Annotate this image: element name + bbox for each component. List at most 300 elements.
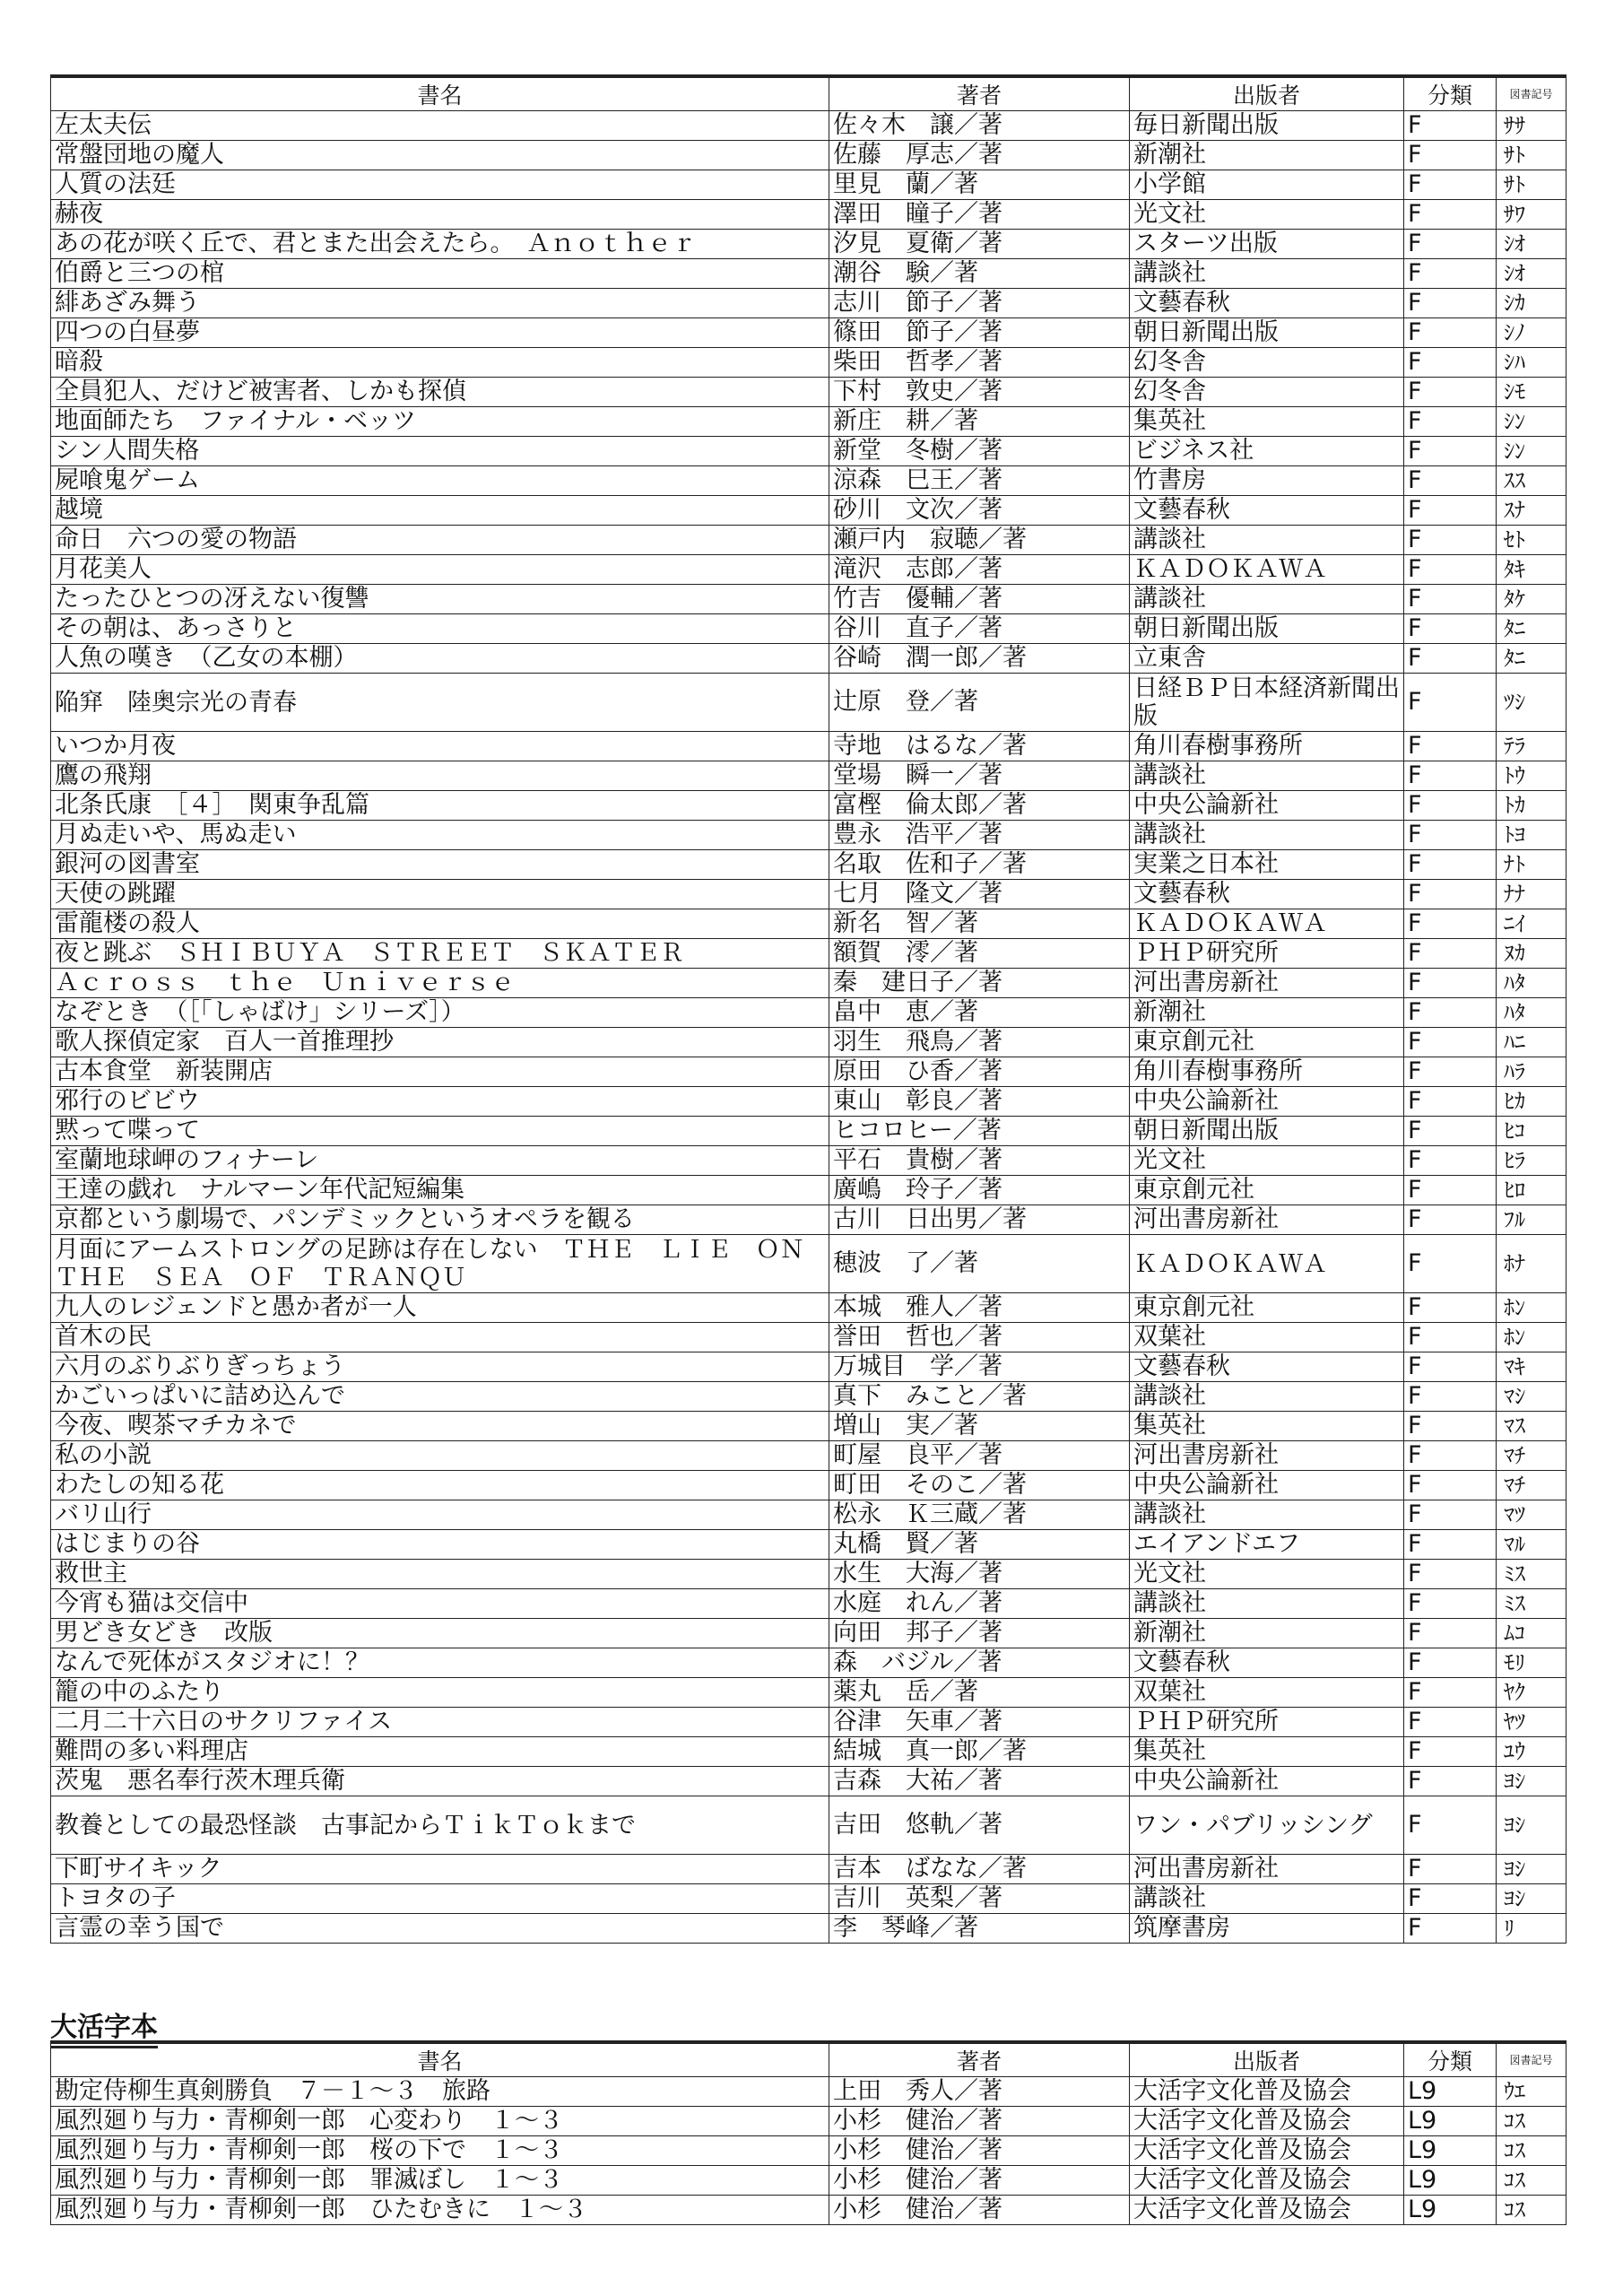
book-code: ﾄｳ <box>1497 761 1567 791</box>
book-class: F <box>1404 761 1497 791</box>
book-class: F <box>1404 1412 1497 1441</box>
book-code: ｼｵ <box>1497 259 1567 289</box>
book-author: 額賀 澪／著 <box>829 939 1130 969</box>
table-row <box>51 2196 1567 2225</box>
book-title: 四つの白昼夢 <box>51 318 829 348</box>
book-class: F <box>1404 407 1497 437</box>
book-code: ﾑｺ <box>1497 1619 1567 1648</box>
book-author: 原田 ひ香／著 <box>829 1057 1130 1087</box>
book-title: 京都という劇場で、パンデミックというオペラを観る <box>51 1205 829 1235</box>
book-publisher: 角川春樹事務所 <box>1130 1057 1404 1087</box>
book-code: ﾏﾂ <box>1497 1500 1567 1530</box>
book-code: ｻﾄ <box>1497 170 1567 200</box>
book-author: 万城目 学／著 <box>829 1352 1130 1382</box>
book-author: 誉田 哲也／著 <box>829 1323 1130 1352</box>
book-title: いつか月夜 <box>51 732 829 761</box>
book-code: ﾊﾀ <box>1497 998 1567 1028</box>
book-publisher: 文藝春秋 <box>1130 1352 1404 1382</box>
book-author: 秦 建日子／著 <box>829 969 1130 998</box>
table-row <box>51 585 1567 614</box>
table-row <box>51 1471 1567 1500</box>
book-title: 風烈廻り与力・青柳剣一郎 罪滅ぼし １～３ <box>51 2166 829 2196</box>
book-author: 汐見 夏衛／著 <box>829 230 1130 259</box>
book-title: 王達の戯れ ナルマーン年代記短編集 <box>51 1176 829 1205</box>
book-author: 新名 智／著 <box>829 909 1130 939</box>
book-code: ﾋｶ <box>1497 1087 1567 1117</box>
book-publisher: 河出書房新社 <box>1130 1855 1404 1884</box>
book-code: ﾋﾗ <box>1497 1146 1567 1176</box>
book-title: 今夜、喫茶マチカネで <box>51 1412 829 1441</box>
book-class: F <box>1404 526 1497 555</box>
book-publisher: ＫＡＤＯＫＡＷＡ <box>1130 555 1404 585</box>
book-code: ﾎﾅ <box>1497 1235 1567 1293</box>
header-class: 分類 <box>1404 76 1497 111</box>
book-author: 豊永 浩平／著 <box>829 821 1130 850</box>
table-row <box>51 407 1567 437</box>
book-code: ｼﾓ <box>1497 378 1567 407</box>
book-title: その朝は、あっさりと <box>51 614 829 644</box>
table-row <box>51 1412 1567 1441</box>
book-author: 増山 実／著 <box>829 1412 1130 1441</box>
book-publisher: 集英社 <box>1130 1737 1404 1767</box>
book-class: F <box>1404 880 1497 909</box>
header-author: 著者 <box>829 2042 1130 2077</box>
book-class: F <box>1404 1914 1497 1944</box>
book-publisher: 幻冬舎 <box>1130 378 1404 407</box>
book-code: ﾔﾂ <box>1497 1708 1567 1737</box>
book-author: 辻原 登／著 <box>829 674 1130 732</box>
book-author: 羽生 飛鳥／著 <box>829 1028 1130 1057</box>
book-class: F <box>1404 230 1497 259</box>
book-code: ﾇｶ <box>1497 939 1567 969</box>
book-title: 夜と跳ぶ ＳＨＩＢＵＹＡ ＳＴＲＥＥＴ ＳＫＡＴＥＲ <box>51 939 829 969</box>
book-author: 水庭 れん／著 <box>829 1589 1130 1619</box>
book-class: F <box>1404 289 1497 318</box>
book-publisher: ＰＨＰ研究所 <box>1130 1708 1404 1737</box>
book-publisher: 集英社 <box>1130 1412 1404 1441</box>
book-author: 谷川 直子／著 <box>829 614 1130 644</box>
table-row <box>51 1884 1567 1914</box>
book-class: F <box>1404 348 1497 378</box>
table-row <box>51 555 1567 585</box>
book-author: ヒコロヒー／著 <box>829 1117 1130 1146</box>
book-title: 言霊の幸う国で <box>51 1914 829 1944</box>
book-title: はじまりの谷 <box>51 1530 829 1560</box>
book-code: ﾘ <box>1497 1914 1567 1944</box>
book-class: F <box>1404 1057 1497 1087</box>
book-author: 砂川 文次／著 <box>829 496 1130 526</box>
table-row <box>51 1619 1567 1648</box>
book-publisher: 双葉社 <box>1130 1678 1404 1708</box>
book-publisher: スターツ出版 <box>1130 230 1404 259</box>
table-row <box>51 1382 1567 1412</box>
book-publisher: ＰＨＰ研究所 <box>1130 939 1404 969</box>
book-class: F <box>1404 259 1497 289</box>
book-author: 篠田 節子／著 <box>829 318 1130 348</box>
book-class: F <box>1404 1708 1497 1737</box>
book-author: 東山 彰良／著 <box>829 1087 1130 1117</box>
book-code: ｻﾄ <box>1497 141 1567 170</box>
book-publisher: 朝日新聞出版 <box>1130 614 1404 644</box>
book-code: ﾓﾘ <box>1497 1648 1567 1678</box>
book-title: 人魚の嘆き （乙女の本棚） <box>51 644 829 674</box>
book-publisher: 中央公論新社 <box>1130 1087 1404 1117</box>
book-title: 雷龍楼の殺人 <box>51 909 829 939</box>
book-class: F <box>1404 1500 1497 1530</box>
book-publisher: 立東舎 <box>1130 644 1404 674</box>
book-title: 暗殺 <box>51 348 829 378</box>
book-class: F <box>1404 1441 1497 1471</box>
table-row <box>51 1323 1567 1352</box>
book-code: ｼﾊ <box>1497 348 1567 378</box>
book-title: たったひとつの冴えない復讐 <box>51 585 829 614</box>
book-author: 佐々木 譲／著 <box>829 111 1130 141</box>
book-class: F <box>1404 466 1497 496</box>
book-code: ﾌﾙ <box>1497 1205 1567 1235</box>
book-title: 茨鬼 悪名奉行茨木理兵衛 <box>51 1767 829 1796</box>
table-row <box>51 318 1567 348</box>
book-class: F <box>1404 1471 1497 1500</box>
header-publisher: 出版者 <box>1130 2042 1404 2077</box>
book-code: ﾅﾄ <box>1497 850 1567 880</box>
book-author: 吉森 大祐／著 <box>829 1767 1130 1796</box>
table-row <box>51 200 1567 230</box>
book-title: 九人のレジェンドと愚か者が一人 <box>51 1293 829 1323</box>
book-code: ﾏｽ <box>1497 1412 1567 1441</box>
book-code: ﾀﾆ <box>1497 644 1567 674</box>
book-code: ｽｽ <box>1497 466 1567 496</box>
table-row <box>51 1205 1567 1235</box>
book-title: 月面にアームストロングの足跡は存在しない ＴＨＥ ＬＩＥ ＯＮ ＴＨＥ ＳＥＡ ＯＦ ＴＲＡＮＱＵ <box>51 1235 829 1293</box>
book-author: 潮谷 験／著 <box>829 259 1130 289</box>
table-row <box>51 1796 1567 1855</box>
book-publisher: ＫＡＤＯＫＡＷＡ <box>1130 1235 1404 1293</box>
book-publisher: 中央公論新社 <box>1130 1471 1404 1500</box>
book-title: 古本食堂 新装開店 <box>51 1057 829 1087</box>
book-title: なんで死体がスタジオに！？ <box>51 1648 829 1678</box>
book-code: ﾆｲ <box>1497 909 1567 939</box>
book-class: F <box>1404 378 1497 407</box>
book-publisher: 東京創元社 <box>1130 1176 1404 1205</box>
book-code: ﾐｽ <box>1497 1589 1567 1619</box>
book-title: 勘定侍柳生真剣勝負 ７－１～３ 旅路 <box>51 2077 829 2107</box>
book-code: ｺｽ <box>1497 2107 1567 2136</box>
book-title: 邪行のビビウ <box>51 1087 829 1117</box>
book-class: F <box>1404 674 1497 732</box>
book-code: ﾖｼ <box>1497 1767 1567 1796</box>
book-publisher: 中央公論新社 <box>1130 791 1404 821</box>
book-title: 黙って喋って <box>51 1117 829 1146</box>
table-row <box>51 821 1567 850</box>
book-code: ﾊﾀ <box>1497 969 1567 998</box>
book-title: 風烈廻り与力・青柳剣一郎 ひたむきに １～３ <box>51 2196 829 2225</box>
book-class: F <box>1404 318 1497 348</box>
book-code: ﾊﾆ <box>1497 1028 1567 1057</box>
book-title: 二月二十六日のサクリファイス <box>51 1708 829 1737</box>
book-title: バリ山行 <box>51 1500 829 1530</box>
book-publisher: 講談社 <box>1130 1589 1404 1619</box>
book-title: 越境 <box>51 496 829 526</box>
book-author: 小杉 健治／著 <box>829 2136 1130 2166</box>
book-code: ﾏﾙ <box>1497 1530 1567 1560</box>
book-author: 滝沢 志郎／著 <box>829 555 1130 585</box>
book-title: 救世主 <box>51 1560 829 1589</box>
book-publisher: 大活字文化普及協会 <box>1130 2107 1404 2136</box>
book-author: 涼森 巳王／著 <box>829 466 1130 496</box>
book-code: ｼﾝ <box>1497 437 1567 466</box>
book-class: F <box>1404 1648 1497 1678</box>
book-code: ﾄﾖ <box>1497 821 1567 850</box>
book-publisher: 朝日新聞出版 <box>1130 1117 1404 1146</box>
book-code: ﾂｼ <box>1497 674 1567 732</box>
book-title: 籠の中のふたり <box>51 1678 829 1708</box>
book-code: ﾏｼ <box>1497 1382 1567 1412</box>
book-publisher: ＫＡＤＯＫＡＷＡ <box>1130 909 1404 939</box>
book-author: 町田 そのこ／著 <box>829 1471 1130 1500</box>
fiction-table-body <box>51 111 1567 1944</box>
book-publisher: エイアンドエフ <box>1130 1530 1404 1560</box>
book-code: ｻｻ <box>1497 111 1567 141</box>
book-code: ﾖｼ <box>1497 1884 1567 1914</box>
book-class: F <box>1404 496 1497 526</box>
book-code: ﾃﾗ <box>1497 732 1567 761</box>
book-publisher: 講談社 <box>1130 821 1404 850</box>
book-title: 難問の多い料理店 <box>51 1737 829 1767</box>
table-row <box>51 111 1567 141</box>
book-class: F <box>1404 821 1497 850</box>
book-publisher: 講談社 <box>1130 526 1404 555</box>
book-title: 月花美人 <box>51 555 829 585</box>
table-row <box>51 1176 1567 1205</box>
table-row <box>51 2077 1567 2107</box>
book-class: F <box>1404 585 1497 614</box>
book-code: ｾﾄ <box>1497 526 1567 555</box>
book-publisher: 角川春樹事務所 <box>1130 732 1404 761</box>
book-class: F <box>1404 1028 1497 1057</box>
book-class: F <box>1404 998 1497 1028</box>
book-publisher: 講談社 <box>1130 1382 1404 1412</box>
book-title: 陥穽 陸奥宗光の青春 <box>51 674 829 732</box>
book-author: 佐藤 厚志／著 <box>829 141 1130 170</box>
table-row <box>51 2136 1567 2166</box>
book-publisher: 実業之日本社 <box>1130 850 1404 880</box>
book-code: ﾖｼ <box>1497 1796 1567 1855</box>
book-title: 六月のぶりぶりぎっちょう <box>51 1352 829 1382</box>
book-publisher: 日経ＢＰ日本経済新聞出版 <box>1130 674 1404 732</box>
book-author: 下村 敦史／著 <box>829 378 1130 407</box>
book-class: F <box>1404 644 1497 674</box>
book-code: ｽﾅ <box>1497 496 1567 526</box>
book-author: 澤田 瞳子／著 <box>829 200 1130 230</box>
book-code: ｻﾜ <box>1497 200 1567 230</box>
table-row <box>51 170 1567 200</box>
table-row <box>51 1767 1567 1796</box>
table-header-row <box>51 76 1567 111</box>
book-publisher: 新潮社 <box>1130 1619 1404 1648</box>
book-publisher: ワン・パブリッシング <box>1130 1796 1404 1855</box>
book-publisher: 河出書房新社 <box>1130 1441 1404 1471</box>
book-author: 吉田 悠軌／著 <box>829 1796 1130 1855</box>
book-class: L9 <box>1404 2077 1497 2107</box>
book-author: 李 琴峰／著 <box>829 1914 1130 1944</box>
book-code: ｳｴ <box>1497 2077 1567 2107</box>
table-row <box>51 466 1567 496</box>
book-class: F <box>1404 111 1497 141</box>
book-title: 北条氏康 ［４］ 関東争乱篇 <box>51 791 829 821</box>
book-code: ﾎﾝ <box>1497 1323 1567 1352</box>
header-class: 分類 <box>1404 2042 1497 2077</box>
book-class: F <box>1404 1293 1497 1323</box>
book-code: ﾄｶ <box>1497 791 1567 821</box>
book-author: 里見 蘭／著 <box>829 170 1130 200</box>
book-author: 柴田 哲孝／著 <box>829 348 1130 378</box>
book-class: F <box>1404 1619 1497 1648</box>
book-author: 森 バジル／著 <box>829 1648 1130 1678</box>
book-title: 私の小説 <box>51 1441 829 1471</box>
book-title: あの花が咲く丘で、君とまた出会えたら。 Ａｎｏｔｈｅｒ <box>51 230 829 259</box>
book-publisher: 中央公論新社 <box>1130 1767 1404 1796</box>
book-publisher: 新潮社 <box>1130 141 1404 170</box>
table-row <box>51 880 1567 909</box>
book-code: ﾋﾛ <box>1497 1176 1567 1205</box>
book-author: 寺地 はるな／著 <box>829 732 1130 761</box>
table-row <box>51 1530 1567 1560</box>
book-publisher: 光文社 <box>1130 1146 1404 1176</box>
book-author: 竹吉 優輔／著 <box>829 585 1130 614</box>
table-row <box>51 1352 1567 1382</box>
book-class: F <box>1404 1530 1497 1560</box>
book-title: 室蘭地球岬のフィナーレ <box>51 1146 829 1176</box>
book-title: 歌人探偵定家 百人一首推理抄 <box>51 1028 829 1057</box>
book-class: L9 <box>1404 2107 1497 2136</box>
table-row <box>51 526 1567 555</box>
book-publisher: 大活字文化普及協会 <box>1130 2166 1404 2196</box>
book-author: 吉本 ばなな／著 <box>829 1855 1130 1884</box>
book-class: F <box>1404 1117 1497 1146</box>
table-row <box>51 496 1567 526</box>
book-author: 新庄 耕／著 <box>829 407 1130 437</box>
table-row <box>51 1117 1567 1146</box>
book-code: ﾀｹ <box>1497 585 1567 614</box>
book-author: 町屋 良平／著 <box>829 1441 1130 1471</box>
book-code: ﾎﾝ <box>1497 1293 1567 1323</box>
book-publisher: 文藝春秋 <box>1130 1648 1404 1678</box>
book-author: 平石 貴樹／著 <box>829 1146 1130 1176</box>
book-title: 風烈廻り与力・青柳剣一郎 桜の下で １～３ <box>51 2136 829 2166</box>
book-author: 小杉 健治／著 <box>829 2166 1130 2196</box>
book-title: 今宵も猫は交信中 <box>51 1589 829 1619</box>
table-row <box>51 1914 1567 1944</box>
book-author: 上田 秀人／著 <box>829 2077 1130 2107</box>
book-author: 新堂 冬樹／著 <box>829 437 1130 466</box>
book-class: F <box>1404 1678 1497 1708</box>
book-class: F <box>1404 1352 1497 1382</box>
book-author: 富樫 倫太郎／著 <box>829 791 1130 821</box>
book-publisher: 講談社 <box>1130 1884 1404 1914</box>
table-row <box>51 289 1567 318</box>
book-title: 首木の民 <box>51 1323 829 1352</box>
book-class: L9 <box>1404 2196 1497 2225</box>
book-code: ﾏﾁ <box>1497 1471 1567 1500</box>
book-author: 廣嶋 玲子／著 <box>829 1176 1130 1205</box>
book-publisher: 幻冬舎 <box>1130 348 1404 378</box>
table-row <box>51 1028 1567 1057</box>
book-author: 堂場 瞬一／著 <box>829 761 1130 791</box>
table-row <box>51 348 1567 378</box>
table-row <box>51 998 1567 1028</box>
book-code: ﾐｽ <box>1497 1560 1567 1589</box>
book-code: ﾏｷ <box>1497 1352 1567 1382</box>
book-class: F <box>1404 909 1497 939</box>
book-publisher: ビジネス社 <box>1130 437 1404 466</box>
table-row <box>51 1441 1567 1471</box>
fiction-table <box>50 74 1567 1944</box>
book-title: トヨタの子 <box>51 1884 829 1914</box>
table-row <box>51 2166 1567 2196</box>
book-class: F <box>1404 1176 1497 1205</box>
large-print-table <box>50 2040 1567 2225</box>
book-publisher: 光文社 <box>1130 200 1404 230</box>
book-publisher: 集英社 <box>1130 407 1404 437</box>
book-class: F <box>1404 939 1497 969</box>
book-publisher: 講談社 <box>1130 259 1404 289</box>
table-row <box>51 761 1567 791</box>
book-code: ﾀﾆ <box>1497 614 1567 644</box>
header-author: 著者 <box>829 76 1130 111</box>
table-row <box>51 1678 1567 1708</box>
book-publisher: 講談社 <box>1130 1500 1404 1530</box>
table-row <box>51 909 1567 939</box>
book-author: 谷津 矢車／著 <box>829 1708 1130 1737</box>
book-author: 本城 雅人／著 <box>829 1293 1130 1323</box>
book-class: F <box>1404 1855 1497 1884</box>
book-class: L9 <box>1404 2136 1497 2166</box>
book-class: F <box>1404 1767 1497 1796</box>
book-class: F <box>1404 1323 1497 1352</box>
book-title: かごいっぱいに詰め込んで <box>51 1382 829 1412</box>
book-author: 畠中 恵／著 <box>829 998 1130 1028</box>
table-row <box>51 1737 1567 1767</box>
book-class: F <box>1404 732 1497 761</box>
book-publisher: 大活字文化普及協会 <box>1130 2077 1404 2107</box>
book-title: なぞとき （［「しゃばけ」シリーズ］） <box>51 998 829 1028</box>
table-row <box>51 850 1567 880</box>
book-code: ｺｽ <box>1497 2166 1567 2196</box>
book-publisher: 竹書房 <box>1130 466 1404 496</box>
book-class: F <box>1404 1796 1497 1855</box>
table-row <box>51 1708 1567 1737</box>
book-code: ﾅﾅ <box>1497 880 1567 909</box>
book-author: 向田 邦子／著 <box>829 1619 1130 1648</box>
book-author: 丸橋 賢／著 <box>829 1530 1130 1560</box>
book-author: 吉川 英梨／著 <box>829 1884 1130 1914</box>
book-title: 赫夜 <box>51 200 829 230</box>
book-publisher: 文藝春秋 <box>1130 289 1404 318</box>
book-publisher: 大活字文化普及協会 <box>1130 2136 1404 2166</box>
table-row <box>51 1589 1567 1619</box>
book-code: ﾋｺ <box>1497 1117 1567 1146</box>
table-row <box>51 614 1567 644</box>
book-code: ﾊﾗ <box>1497 1057 1567 1087</box>
book-code: ﾖｼ <box>1497 1855 1567 1884</box>
book-code: ﾕｳ <box>1497 1737 1567 1767</box>
book-title: 屍喰鬼ゲーム <box>51 466 829 496</box>
book-publisher: 光文社 <box>1130 1560 1404 1589</box>
book-publisher: 東京創元社 <box>1130 1028 1404 1057</box>
book-class: F <box>1404 1589 1497 1619</box>
book-publisher: 講談社 <box>1130 585 1404 614</box>
book-class: L9 <box>1404 2166 1497 2196</box>
